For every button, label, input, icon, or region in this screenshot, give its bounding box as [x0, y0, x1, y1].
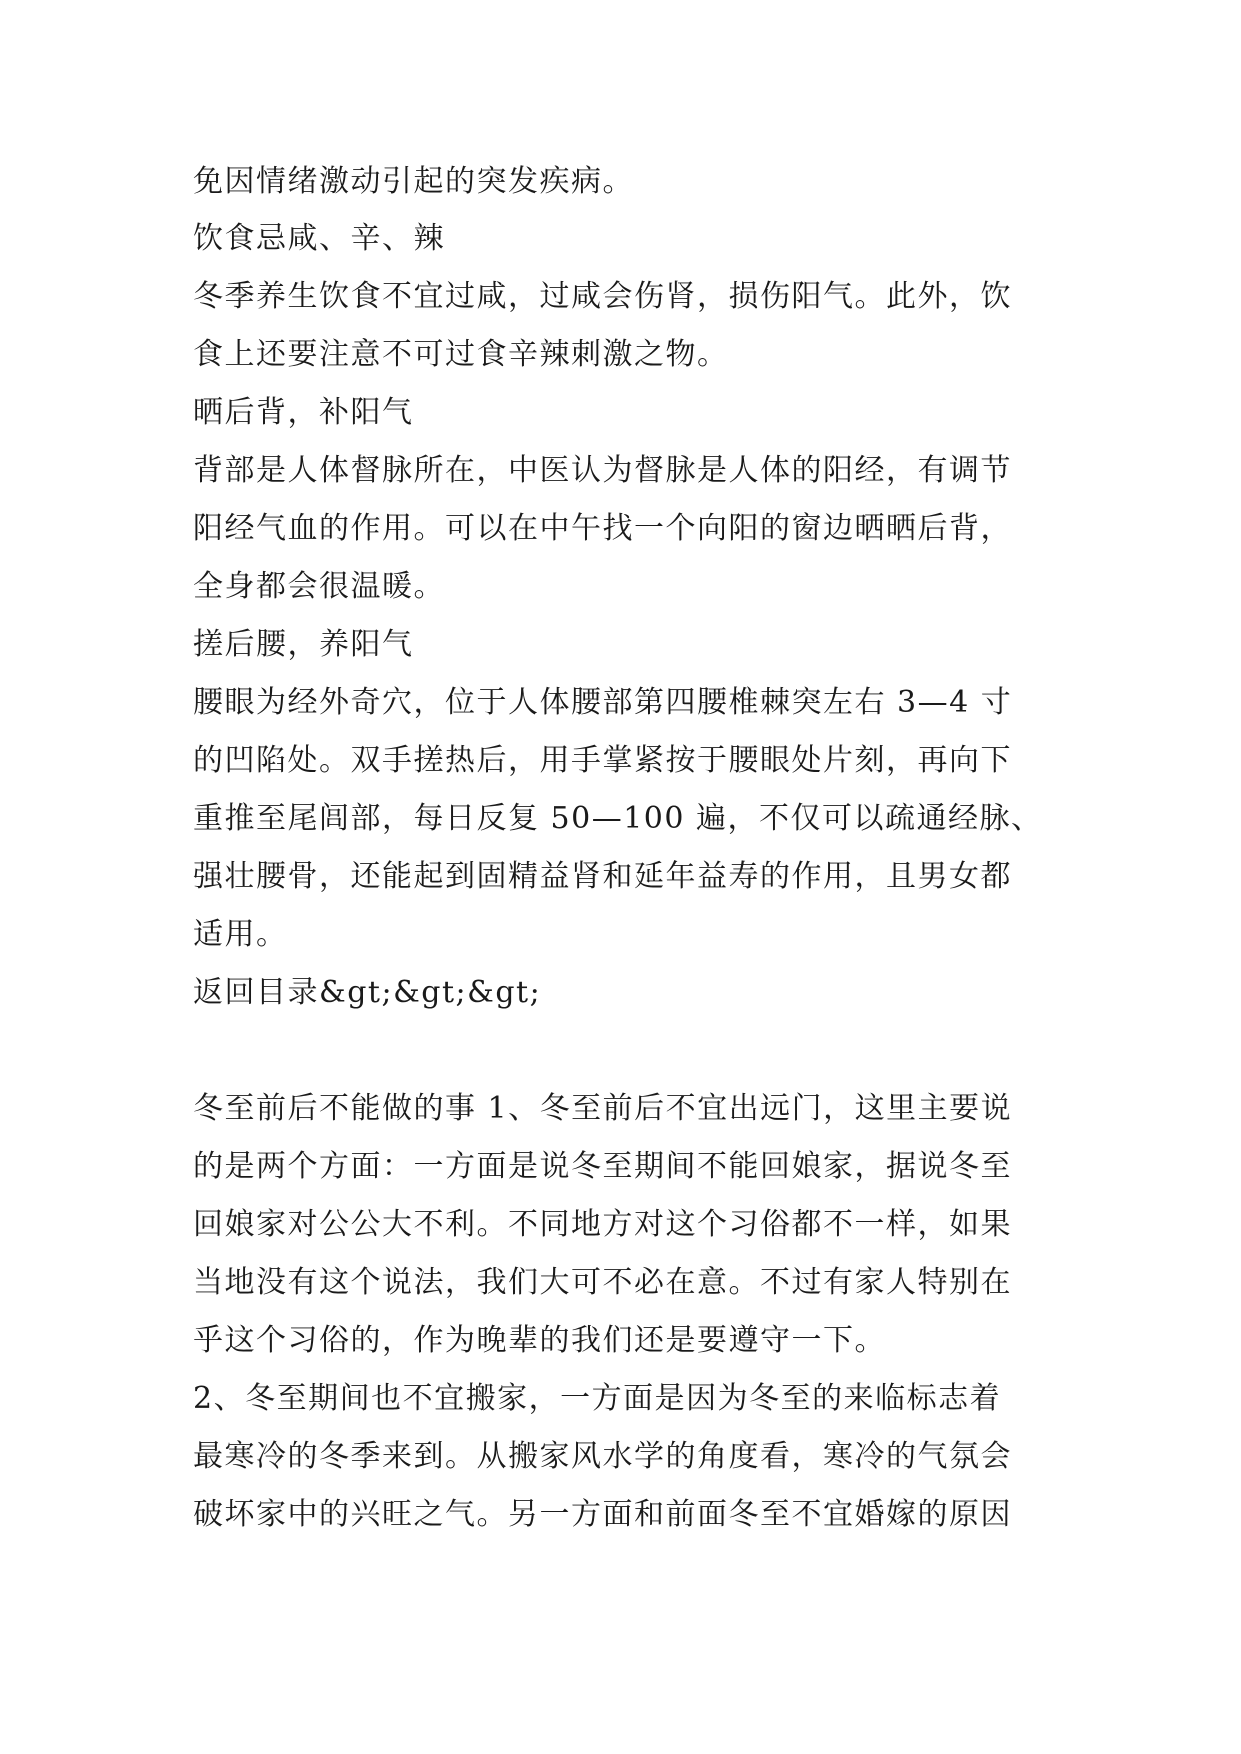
- text-line: 免因情绪激动引起的突发疾病。: [193, 164, 634, 199]
- text-line: 背部是人体督脉所在，中医认为督脉是人体的阳经，有调节: [193, 453, 1012, 488]
- text-line: 强壮腰骨，还能起到固精益肾和延年益寿的作用，且男女都: [193, 859, 1012, 894]
- text-line: 回娘家对公公大不利。不同地方对这个习俗都不一样，如果: [193, 1207, 1012, 1242]
- section-heading-back: 晒后背，补阳气: [193, 395, 414, 430]
- section-heading-diet: 饮食忌咸、辛、辣: [193, 221, 445, 256]
- text-line: 冬季养生饮食不宜过咸，过咸会伤肾，损伤阳气。此外，饮: [193, 279, 1012, 314]
- back-to-contents-link[interactable]: 返回目录&gt;&gt;&gt;: [193, 975, 542, 1010]
- text-line: 破坏家中的兴旺之气。另一方面和前面冬至不宜婚嫁的原因: [193, 1497, 1012, 1532]
- text-line: 重推至尾闾部，每日反复 50—100 遍，不仅可以疏通经脉、: [193, 801, 1043, 836]
- section-heading-waist: 搓后腰，养阳气: [193, 627, 414, 662]
- text-line: 的是两个方面：一方面是说冬至期间不能回娘家，据说冬至: [193, 1149, 1012, 1184]
- text-line: 最寒冷的冬季来到。从搬家风水学的角度看，寒冷的气氛会: [193, 1439, 1012, 1474]
- text-line: 全身都会很温暖。: [193, 569, 445, 604]
- text-line: 阳经气血的作用。可以在中午找一个向阳的窗边晒晒后背，: [193, 511, 1012, 546]
- text-line: 适用。: [193, 917, 288, 952]
- text-line: 当地没有这个说法，我们大可不必在意。不过有家人特别在: [193, 1265, 1012, 1300]
- text-line: 的凹陷处。双手搓热后，用手掌紧按于腰眼处片刻，再向下: [193, 743, 1012, 778]
- text-line: 腰眼为经外奇穴，位于人体腰部第四腰椎棘突左右 3—4 寸: [193, 685, 1013, 720]
- text-line: 食上还要注意不可过食辛辣刺激之物。: [193, 337, 729, 372]
- text-line: 乎这个习俗的，作为晚辈的我们还是要遵守一下。: [193, 1323, 886, 1358]
- text-line: 冬至前后不能做的事 1、冬至前后不宜出远门，这里主要说: [193, 1091, 1013, 1126]
- text-line: 2、冬至期间也不宜搬家，一方面是因为冬至的来临标志着: [193, 1381, 1002, 1416]
